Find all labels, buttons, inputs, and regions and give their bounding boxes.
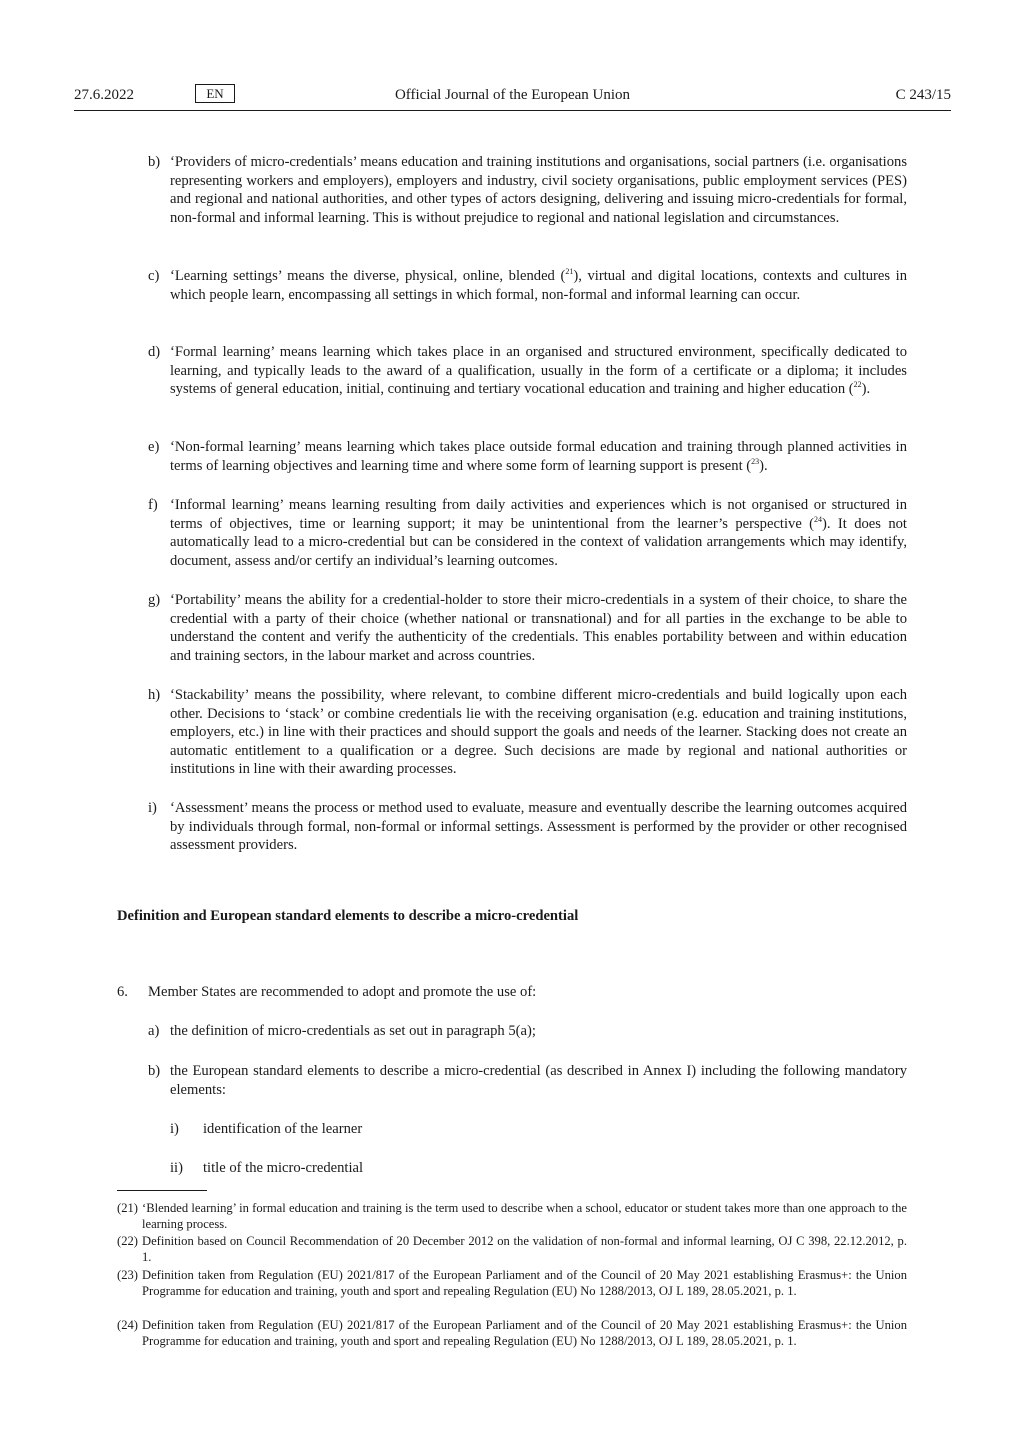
footnote-divider [117,1190,207,1191]
section-heading: Definition and European standard elements to describe a micro-credential [117,908,579,924]
definition-item-g [148,591,907,665]
footnote-ref[interactable]: 22 [853,380,862,390]
definition-item-f [148,496,907,570]
item-label: d) [148,344,161,360]
footnote-24 [117,1317,907,1350]
page-header [74,84,951,111]
footnote-ref[interactable]: 23 [751,456,760,466]
item-label: b) [148,1063,161,1079]
item-label: i) [148,800,157,816]
item-text: the European standard elements to describe a micro-credential (as described in Annex I) including the following mandatory elements: [170,1063,907,1098]
page-reference: C 243/15 [895,87,951,103]
item-text: ‘Informal learning’ means learning resulting from daily activities and experiences which is not organised or structured in terms of objectives, time or learning support; it may be unintentional from the learner’s perspective ($^{24}$). It does not automatically lead to a micro-credential but can be considered in the context of validation arrangements which may identify, document, assess and/or certify an individual’s learning outcomes. [170,497,907,569]
language-badge: EN [195,84,235,103]
subitem-text: identification of the learner [203,1121,363,1137]
subitem-label: ii) [170,1160,183,1176]
item-label: e) [148,439,160,455]
subitem-i [170,1120,362,1139]
subitem-text: title of the micro-credential [203,1160,364,1176]
publication-date: 27.6.2022 [74,87,134,103]
definition-item-e [148,438,907,475]
footnote-ref[interactable]: 21 [565,267,574,277]
definition-item-c [148,267,907,304]
item-label: b) [148,154,161,170]
paragraph-number: 6. [117,984,128,1000]
item-label: a) [148,1023,160,1039]
item-text: ‘Stackability’ means the possibility, where relevant, to combine different micro-credentials and build logically upon each other. Decisions to ‘stack’ or combine credentials lie with the receiving organisation (e.g. education and training institutions, employers, etc.) in line with their practices and should support the goals and needs of the learner. Stacking does not create an automatic entitlement to a qualification or a degree. Such decisions are made by regional and national authorities or institutions in line with their awarding processes. [170,687,907,777]
definition-item-d [148,343,907,399]
footnote-label[interactable]: (23) [117,1268,138,1282]
paragraph-6 [117,983,907,1002]
footnote-label[interactable]: (22) [117,1234,138,1248]
item-label: f) [148,497,158,513]
footnote-text: Definition based on Council Recommendation of 20 December 2012 on the validation of non-formal and informal learning, OJ C 398, 22.12.2012, p. 1. [142,1234,907,1265]
item-text: ‘Assessment’ means the process or method used to evaluate, measure and eventually describe the learning outcomes acquired by individuals through formal, non-formal or informal settings. Assessment is performed by the provider or other recognised assessment providers. [170,800,907,853]
item-text: ‘Non-formal learning’ means learning which takes place outside formal education and training through planned activities in terms of learning objectives and learning time and where some form of learning support is present ($^{23}$). [170,439,907,474]
item-text: the definition of micro-credentials as set out in paragraph 5(a); [170,1023,536,1039]
item-label: h) [148,687,161,703]
footnote-23 [117,1267,907,1300]
journal-title: Official Journal of the European Union [394,87,631,103]
item-label: c) [148,268,160,284]
footnote-text: Definition taken from Regulation (EU) 2021/817 of the European Parliament and of the Council of 20 May 2021 establishing Erasmus+: the Union Programme for education and training, youth and sport and repealing Regulation (EU) No 1288/2013, OJ L 189, 28.05.2021, p. 1. [142,1268,907,1299]
item-text: ‘Learning settings’ means the diverse, physical, online, blended ($^{21}$), virtual and digital locations, contexts and cultures in which people learn, encompassing all settings in which formal, non-formal and informal learning can occur. [170,267,907,303]
definition-item-b [148,153,907,227]
footnote-21 [117,1200,907,1233]
definition-item-h [148,686,907,779]
footnote-22 [117,1233,907,1266]
item-text: ‘Formal learning’ means learning which takes place in an organised and structured environment, specifically dedicated to learning, and typically leads to the award of a qualification, usually in the form of a certificate or a diploma; it includes systems of general education, initial, continuing and tertiary vocational education and training and higher education ($^{22}$). [170,344,907,397]
definition-item-i [148,799,907,855]
subitem-ii [170,1159,363,1178]
item-label: g) [148,592,161,608]
paragraph-6-item-a [148,1022,907,1041]
footnote-ref[interactable]: 24 [814,514,823,524]
subitem-label: i) [170,1121,179,1137]
item-text: ‘Providers of micro-credentials’ means education and training institutions and organisations, social partners (i.e. organisations representing workers and employers), employers and industry, civil society organisations, public employment services (PES) and regional and national authorities, and other types of actors designing, delivering and issuing micro-credentials for formal, non-formal and informal learning. This is without prejudice to regional and national legislation and circumstances. [170,154,907,226]
footnote-label[interactable]: (24) [117,1318,138,1332]
footnote-text: Definition taken from Regulation (EU) 2021/817 of the European Parliament and of the Council of 20 May 2021 establishing Erasmus+: the Union Programme for education and training, youth and sport and repealing Regulation (EU) No 1288/2013, OJ L 189, 28.05.2021, p. 1. [142,1318,907,1349]
footnote-text: ‘Blended learning’ in formal education and training is the term used to describe when a school, educator or student takes more than one approach to the learning process. [142,1201,907,1232]
paragraph-6-item-b [148,1062,907,1099]
footnote-label[interactable]: (21) [117,1201,138,1215]
paragraph-text: Member States are recommended to adopt and promote the use of: [148,984,537,1000]
item-text: ‘Portability’ means the ability for a credential-holder to store their micro-credentials in a system of their choice, to share the credential with a party of their choice (whether national or transnational) and for all parties in the exchange to be able to understand the content and verify the authenticity of the credentials. This enables portability between and within education and training sectors, in the labour market and across countries. [170,592,907,664]
